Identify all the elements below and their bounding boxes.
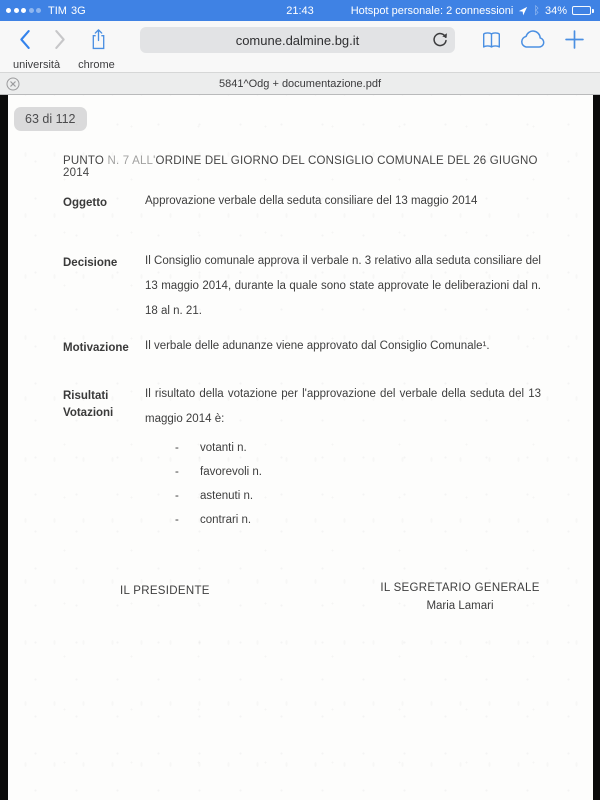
list-item (175, 442, 262, 466)
section-text: Il risultato della votazione per l'approvazione del verbale della seduta del 13 maggio 2014 è: (145, 388, 541, 425)
plus-icon (565, 30, 584, 49)
icloud-tabs-button[interactable] (516, 21, 550, 58)
pdf-page (8, 95, 593, 800)
section-text: Approvazione verbale della seduta consiliare del 13 maggio 2014 (145, 195, 478, 207)
section-label: Motivazione (63, 342, 129, 354)
section-text: Il Consiglio comunale approva il verbale n. 3 relativo alla seduta consiliare del 13 maggio 2014, durante la quale sono state approvate le deliberazioni dal n. 18 al n. 21. (145, 255, 541, 317)
url-text: comune.dalmine.bg.it (235, 32, 360, 48)
battery-percent-label: 34% (544, 4, 567, 17)
secretary-signature-block (375, 582, 545, 612)
section-motivazione (63, 340, 541, 359)
bookmark-item-chrome[interactable]: chrome (78, 59, 115, 71)
tab-bar (0, 72, 600, 95)
list-item-text: votanti n. (200, 442, 247, 454)
hotspot-status-label: Hotspot personale: 2 connessioni (350, 4, 514, 17)
forward-button[interactable] (46, 21, 74, 58)
section-text: Il verbale delle adunanze viene approvato dal Consiglio Comunale¹. (145, 340, 490, 352)
open-book-icon (480, 30, 503, 50)
tab-close-button[interactable] (6, 77, 20, 91)
bookmark-item-universita[interactable]: università (13, 59, 61, 71)
browser-toolbar (0, 21, 600, 72)
active-tab-title[interactable]: 5841^Odg + documentazione.pdf (218, 77, 382, 90)
bullet-dash: - (175, 490, 179, 502)
network-type-label: 3G (70, 4, 86, 17)
reload-button[interactable] (431, 31, 449, 49)
chevron-right-icon (54, 29, 67, 50)
title-faded-part: N. 7 ALL' (107, 155, 156, 167)
address-bar[interactable] (140, 27, 455, 53)
secretary-name: Maria Lamari (426, 600, 494, 612)
share-button[interactable] (84, 21, 112, 58)
bullet-dash: - (175, 466, 179, 478)
list-item-text: favorevoli n. (200, 466, 263, 478)
carrier-label: TIM (48, 4, 67, 17)
president-signature-label: IL PRESIDENTE (120, 585, 210, 597)
title-rest: ORDINE DEL GIORNO DEL CONSIGLIO COMUNALE DEL 26 GIUGNO 2014 (63, 155, 538, 179)
back-button[interactable] (10, 21, 38, 58)
secretary-signature-label: IL SEGRETARIO GENERALE (380, 582, 540, 594)
section-label: Oggetto (63, 197, 108, 209)
page-indicator-badge (14, 107, 87, 131)
list-item-text: astenuti n. (200, 490, 254, 502)
favorites-bar (0, 58, 600, 72)
clock: 21:43 (286, 4, 314, 17)
section-decisione (63, 255, 541, 324)
title-prefix: PUNTO (63, 155, 108, 167)
bullet-dash: - (175, 442, 179, 454)
list-item-text: contrari n. (200, 514, 252, 526)
page-indicator-text: 63 di 112 (25, 112, 76, 126)
share-icon (90, 28, 107, 51)
list-item (175, 490, 262, 514)
section-label: Risultati Votazioni (63, 390, 114, 419)
status-bar (0, 0, 600, 21)
pdf-viewport[interactable] (0, 95, 600, 800)
section-oggetto (63, 195, 541, 214)
bluetooth-icon: ᛒ (533, 4, 540, 17)
bookmarks-button[interactable] (476, 21, 506, 58)
bullet-dash: - (175, 514, 179, 526)
vote-results-list (175, 442, 262, 538)
list-item (175, 466, 262, 490)
list-item (175, 514, 262, 538)
chevron-left-icon (18, 29, 31, 50)
location-arrow-icon (518, 6, 528, 16)
section-risultati-votazioni (63, 388, 541, 432)
cloud-icon (518, 30, 548, 50)
battery-icon (572, 6, 594, 15)
new-tab-button[interactable] (560, 21, 588, 58)
document-title (63, 155, 563, 179)
section-label: Decisione (63, 257, 118, 269)
